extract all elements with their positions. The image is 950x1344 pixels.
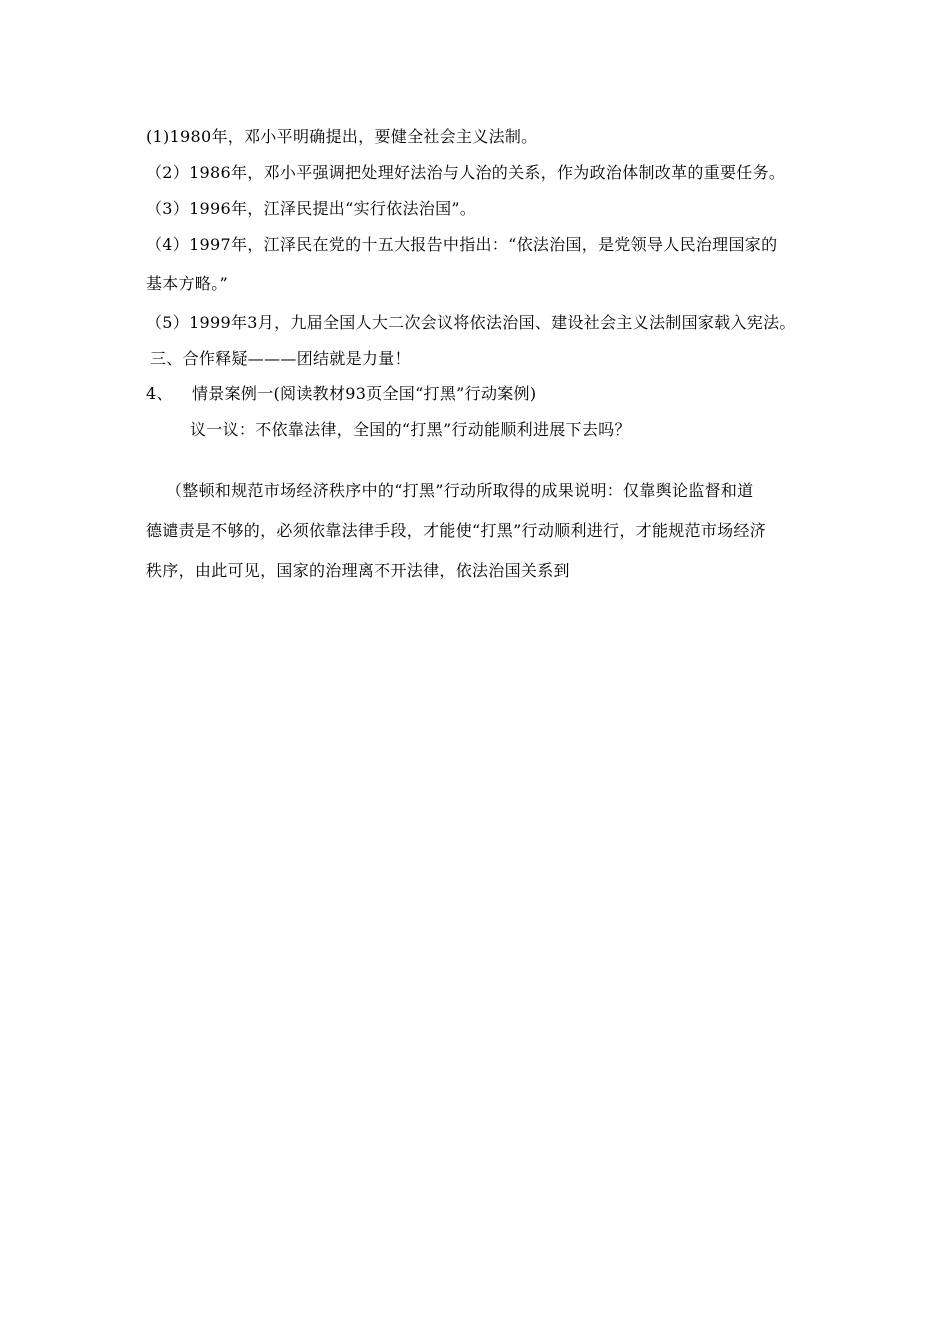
answer-paragraph-line-1: （整顿和规范市场经济秩序中的“打黑”行动所取得的成果说明：仅靠舆论监督和道: [166, 481, 754, 500]
case-number: 4、: [146, 384, 173, 403]
case-title: 情景案例一(阅读教材93页全国“打黑”行动案例): [192, 384, 537, 403]
discussion-question: 议一议：不依靠法律，全国的“打黑”行动能顺利进展下去吗？: [190, 420, 631, 439]
history-item-1996: （3）1996年，江泽民提出“实行依法治国”。: [146, 199, 477, 218]
history-item-1980: (1)1980年，邓小平明确提出，要健全社会主义法制。: [146, 127, 538, 146]
history-item-1997-continued: 基本方略。”: [146, 274, 228, 293]
answer-paragraph-line-3: 秩序，由此可见，国家的治理离不开法律，依法治国关系到: [146, 561, 570, 580]
history-item-1997: （4）1997年，江泽民在党的十五大报告中指出：“依法治国，是党领导人民治理国家的: [146, 235, 778, 254]
section-heading: 三、合作释疑———团结就是力量！: [150, 349, 411, 368]
answer-paragraph-line-2: 德谴责是不够的，必须依靠法律手段，才能使“打黑”行动顺利进行，才能规范市场经济: [146, 521, 767, 540]
case-title-line: [146, 384, 536, 404]
history-item-1999: （5）1999年3月，九届全国人大二次会议将依法治国、建设社会主义法制国家载入宪法。: [146, 313, 796, 332]
history-item-1986: （2）1986年，邓小平强调把处理好法治与人治的关系，作为政治体制改革的重要任务。: [146, 163, 786, 182]
